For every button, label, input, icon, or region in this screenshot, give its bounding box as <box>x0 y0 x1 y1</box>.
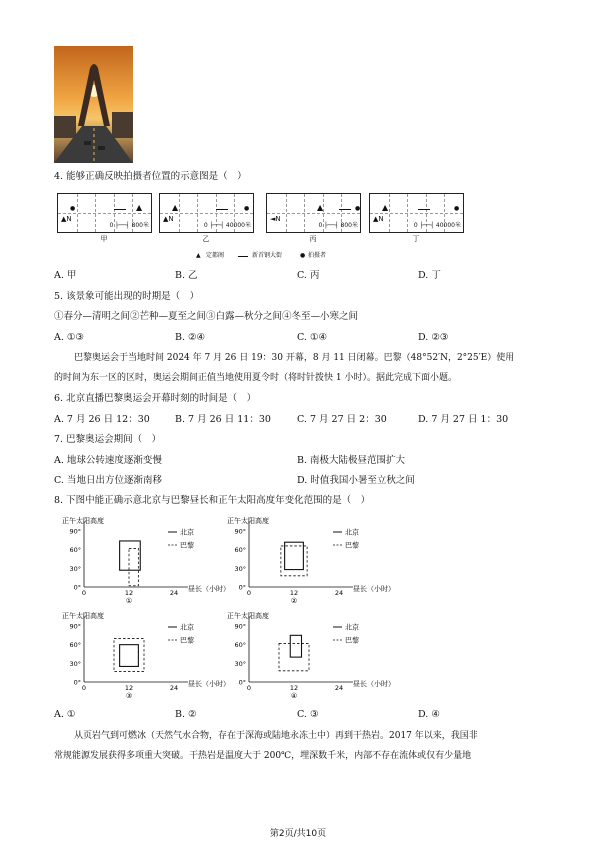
legend-photographer-label: 拍摄者 <box>308 252 327 259</box>
y-axis-label: 正午太阳高度 <box>227 517 269 525</box>
q5-question: 5. 该景象可能出现的时期是（ ） <box>54 291 200 302</box>
q6-option-d: D. 7 月 27 日 1：30 <box>418 414 509 425</box>
map-scale-bar: 0 ├──┤ 40000米 <box>203 222 251 229</box>
legend-arch-label: 定都阁 <box>206 252 225 259</box>
map-gridline <box>160 213 253 214</box>
road-marker <box>418 209 430 210</box>
q7-question: 7. 巴黎奥运会期间（ ） <box>54 434 162 445</box>
north-arrow-icon: ▲N <box>163 215 174 223</box>
page-footer: 第2页/共10页 <box>269 829 327 839</box>
map-1 <box>57 193 152 233</box>
chart-number-label: ② <box>290 597 298 605</box>
q6-option-c: C. 7 月 27 日 2：30 <box>297 414 387 425</box>
photographer-legend-icon: ● <box>300 252 306 259</box>
y-tick-label: 90° <box>234 527 246 536</box>
passage-line-2: 常规能源发展获得多项重大突破。干热岩是温度大于 200℃，埋深数千米，内部不存在流体或仅有少量地 <box>54 751 472 761</box>
q5-option-c: C. ①④ <box>297 332 328 343</box>
arch-legend-icon: ▲ <box>196 252 201 259</box>
photographer-marker-icon: ● <box>355 205 361 212</box>
y-tick-label: 0° <box>73 678 81 687</box>
x-tick-label: 0 <box>81 589 87 597</box>
map-scale-bar: 0 ├──┤ 800米 <box>109 222 149 229</box>
x-axis-label: 昼长（小时） <box>188 585 230 593</box>
beijing-range-box <box>120 541 141 570</box>
q4-option-b: B. 乙 <box>175 270 198 281</box>
y-tick-label: 60° <box>234 546 246 555</box>
passage-line-1: 从页岩气到可燃冰（天然气水合物，存在于深海或陆地永冻土中）再到干热岩。2017 年以来，我国非 <box>74 731 478 741</box>
arch-marker-icon: ▲ <box>172 203 179 212</box>
q4-option-d: D. 丁 <box>418 270 441 281</box>
q8-option-b: B. ② <box>175 709 197 720</box>
intro-line-2: 的时间为东一区的区时，奥运会期间正值当地使用夏令时（将时针拨快 1 小时）。据此完成下面小题。 <box>54 373 457 383</box>
q5-option-a: A. ①③ <box>54 332 84 343</box>
road-legend-icon <box>238 256 248 257</box>
y-tick-label: 90° <box>69 622 81 631</box>
photographer-marker-icon: ● <box>244 205 250 212</box>
x-axis-label: 昼长（小时） <box>188 680 230 688</box>
q4-question: 4. 能够正确反映拍摄者位置的示意图是（ ） <box>54 171 247 182</box>
chart-number-label: ① <box>125 597 133 605</box>
y-tick-label: 0° <box>238 583 246 592</box>
legend-road-label: 新首钢大街 <box>252 252 283 259</box>
q7-option-a: A. 地球公转速度逐渐变慢 <box>54 455 162 466</box>
arch-marker-icon: ▲ <box>382 203 389 212</box>
paris-legend-label: 巴黎 <box>180 636 194 645</box>
x-tick-label: 0 <box>246 684 252 692</box>
y-tick-label: 90° <box>69 527 81 536</box>
map-2 <box>159 193 254 233</box>
q5-option-b: B. ②④ <box>175 332 206 343</box>
x-tick-label: 12 <box>124 684 134 692</box>
q8-option-c: C. ③ <box>297 709 319 720</box>
y-tick-label: 30° <box>69 659 81 668</box>
q5-option-d: D. ②③ <box>418 332 449 343</box>
beijing-range-box <box>120 645 139 667</box>
paris-legend-label: 巴黎 <box>345 541 359 550</box>
y-axis-label: 正午太阳高度 <box>227 612 269 620</box>
x-tick-label: 0 <box>81 684 87 692</box>
map-label: 甲 <box>100 235 108 243</box>
beijing-legend-label: 北京 <box>180 528 194 537</box>
arch-marker-icon: ▲ <box>136 203 143 212</box>
arch-sunset-photo <box>54 46 133 163</box>
paris-legend-label: 巴黎 <box>180 541 194 550</box>
y-tick-label: 30° <box>69 564 81 573</box>
map-3 <box>266 193 361 233</box>
y-tick-label: 0° <box>238 678 246 687</box>
x-tick-label: 0 <box>246 589 252 597</box>
map-4 <box>369 193 464 233</box>
north-arrow-icon: ▲N <box>373 215 384 223</box>
q5-items: ①春分—清明之间②芒种—夏至之间③白露—秋分之间④冬至—小寒之间 <box>54 311 359 322</box>
x-tick-label: 24 <box>334 684 344 692</box>
map-gridline <box>370 213 463 214</box>
map-label: 丙 <box>309 235 317 243</box>
map-gridline <box>267 213 360 214</box>
north-arrow-icon: ▲N <box>61 215 72 223</box>
map-scale-bar: 0 ├──┤ 800米 <box>318 222 358 229</box>
y-tick-label: 60° <box>69 546 81 555</box>
map-gridline <box>58 213 151 214</box>
arch-marker-icon: ▲ <box>317 203 324 212</box>
q8-question: 8. 下图中能正确示意北京与巴黎昼长和正午太阳高度年变化范围的是（ ） <box>54 495 371 506</box>
q4-legend <box>196 251 456 261</box>
photographer-marker-icon: ● <box>454 205 460 212</box>
q8-option-a: A. ① <box>54 709 76 720</box>
x-tick-label: 12 <box>289 684 299 692</box>
map-label: 丁 <box>412 235 420 243</box>
x-tick-label: 24 <box>334 589 344 597</box>
chart-number-label: ④ <box>290 692 298 700</box>
y-tick-label: 60° <box>234 641 246 650</box>
x-tick-label: 12 <box>124 589 134 597</box>
q4-option-a: A. 甲 <box>54 270 77 281</box>
paris-legend-label: 巴黎 <box>345 636 359 645</box>
q7-option-b: B. 南极大陆极昼范围扩大 <box>297 455 406 466</box>
map-label: 乙 <box>202 235 210 243</box>
chart-4 <box>225 610 395 702</box>
road-marker <box>339 209 351 210</box>
beijing-legend-label: 北京 <box>345 623 359 632</box>
y-axis-label: 正午太阳高度 <box>62 612 104 620</box>
y-tick-label: 0° <box>73 583 81 592</box>
paris-range-box <box>129 548 138 585</box>
photographer-marker-icon: ● <box>70 205 76 212</box>
beijing-range-box <box>290 635 301 657</box>
road-marker <box>216 209 228 210</box>
beijing-legend-label: 北京 <box>345 528 359 537</box>
y-tick-label: 90° <box>234 622 246 631</box>
map-scale-bar: 0 ├──┤ 40000米 <box>413 222 461 229</box>
chart-1 <box>60 515 230 607</box>
x-axis-label: 昼长（小时） <box>353 585 395 593</box>
q8-option-d: D. ④ <box>418 709 440 720</box>
x-tick-label: 24 <box>169 684 179 692</box>
x-tick-label: 24 <box>169 589 179 597</box>
road-marker <box>114 209 126 210</box>
y-tick-label: 30° <box>234 659 246 668</box>
q7-option-d: D. 时值我国小暑至立秋之间 <box>297 475 415 486</box>
y-axis-label: 正午太阳高度 <box>62 517 104 525</box>
y-tick-label: 30° <box>234 564 246 573</box>
x-axis-label: 昼长（小时） <box>353 680 395 688</box>
q6-option-a: A. 7 月 26 日 12：30 <box>54 414 150 425</box>
q6-question: 6. 北京直播巴黎奥运会开幕时刻的时间是（ ） <box>54 393 257 404</box>
q4-option-c: C. 丙 <box>297 270 320 281</box>
intro-line-1: 巴黎奥运会于当地时间 2024 年 7 月 26 日 19：30 开幕，8 月 11 日闭幕。巴黎（48°52′N，2°25′E）使用 <box>74 353 515 363</box>
beijing-legend-label: 北京 <box>180 623 194 632</box>
chart-2 <box>225 515 395 607</box>
q6-option-b: B. 7 月 26 日 11：30 <box>175 414 271 425</box>
north-arrow-icon: ◄N <box>270 215 281 223</box>
y-tick-label: 60° <box>69 641 81 650</box>
chart-3 <box>60 610 230 702</box>
x-tick-label: 12 <box>289 589 299 597</box>
chart-number-label: ③ <box>125 692 133 700</box>
q7-option-c: C. 当地日出方位逐渐南移 <box>54 475 162 486</box>
